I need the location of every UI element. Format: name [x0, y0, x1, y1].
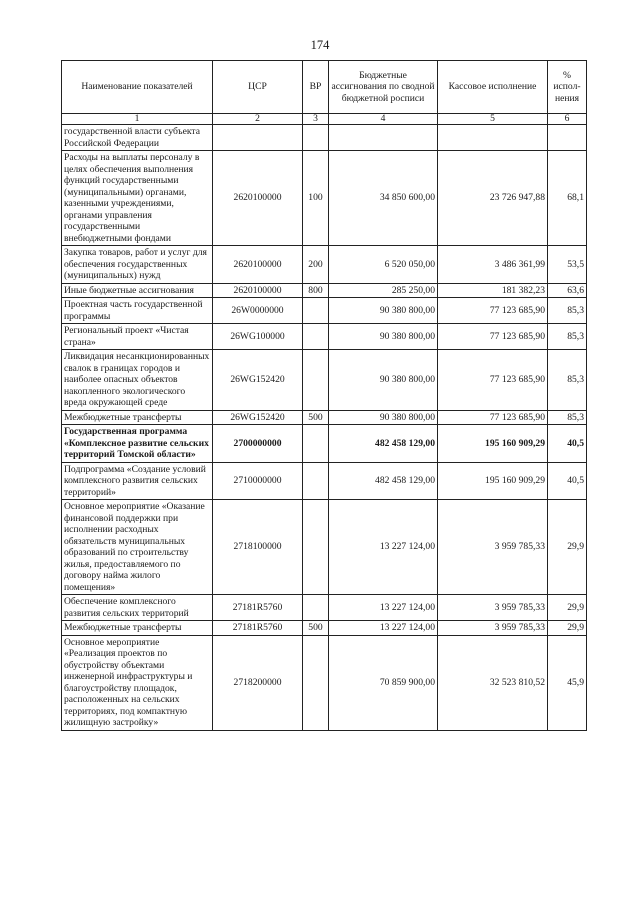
row-vr-cell [303, 500, 329, 595]
row-budget-cell: 13 227 124,00 [329, 621, 438, 636]
row-cash-cell: 77 123 685,90 [438, 324, 548, 350]
row-name-cell: Государственная программа «Комплексное развитие сельских территорий Томской области» [62, 425, 213, 463]
row-cash-cell: 3 959 785,33 [438, 595, 548, 621]
row-percent-cell: 29,9 [548, 595, 587, 621]
row-budget-cell: 34 850 600,00 [329, 151, 438, 246]
row-budget-cell [329, 125, 438, 151]
row-cash-cell: 3 959 785,33 [438, 500, 548, 595]
row-percent-cell: 40,5 [548, 425, 587, 463]
row-csr-cell: 2620100000 [213, 151, 303, 246]
row-budget-cell: 285 250,00 [329, 283, 438, 298]
header-cash: Кассовое исполнение [438, 61, 548, 114]
row-budget-cell: 70 859 900,00 [329, 635, 438, 730]
row-percent-cell: 68,1 [548, 151, 587, 246]
column-number: 5 [438, 114, 548, 125]
row-name-cell: Закупка товаров, работ и услуг для обеспечения государственных (муниципальных) нужд [62, 246, 213, 284]
row-cash-cell: 77 123 685,90 [438, 350, 548, 411]
row-vr-cell: 500 [303, 410, 329, 425]
row-cash-cell: 3 486 361,99 [438, 246, 548, 284]
row-name-cell: Межбюджетные трансферты [62, 410, 213, 425]
column-number: 1 [62, 114, 213, 125]
table-row [62, 298, 587, 324]
row-percent-cell: 53,5 [548, 246, 587, 284]
row-cash-cell: 32 523 810,52 [438, 635, 548, 730]
row-cash-cell [438, 125, 548, 151]
row-percent-cell: 85,3 [548, 410, 587, 425]
row-csr-cell: 2620100000 [213, 283, 303, 298]
row-budget-cell: 13 227 124,00 [329, 500, 438, 595]
column-number: 4 [329, 114, 438, 125]
table-row [62, 324, 587, 350]
header-budget: Бюджетные ассигнования по сводной бюджетной росписи [329, 61, 438, 114]
row-percent-cell: 63,6 [548, 283, 587, 298]
row-vr-cell [303, 324, 329, 350]
row-name-cell: государственной власти субъекта Российской Федерации [62, 125, 213, 151]
row-budget-cell: 90 380 800,00 [329, 410, 438, 425]
table-row [62, 500, 587, 595]
header-percent: % испол-нения [548, 61, 587, 114]
table-row [62, 246, 587, 284]
page-number: 174 [310, 38, 330, 52]
row-budget-cell: 482 458 129,00 [329, 425, 438, 463]
row-cash-cell: 195 160 909,29 [438, 425, 548, 463]
row-percent-cell: 40,5 [548, 462, 587, 500]
table-row [62, 410, 587, 425]
row-name-cell: Обеспечение комплексного развития сельских территорий [62, 595, 213, 621]
row-name-cell: Ликвидация несанкционированных свалок в границах городов и наиболее опасных объектов накопленного экологического вреда окружающей среде [62, 350, 213, 411]
row-budget-cell: 482 458 129,00 [329, 462, 438, 500]
row-csr-cell: 2718100000 [213, 500, 303, 595]
row-vr-cell: 200 [303, 246, 329, 284]
table-row [62, 595, 587, 621]
row-vr-cell [303, 635, 329, 730]
row-csr-cell: 2620100000 [213, 246, 303, 284]
table-header-row [62, 61, 587, 114]
row-vr-cell [303, 298, 329, 324]
header-name: Наименование показателей [62, 61, 213, 114]
row-csr-cell: 26WG152420 [213, 410, 303, 425]
row-percent-cell [548, 125, 587, 151]
row-budget-cell: 90 380 800,00 [329, 324, 438, 350]
table-row [62, 462, 587, 500]
row-budget-cell: 13 227 124,00 [329, 595, 438, 621]
table-row [62, 425, 587, 463]
row-csr-cell: 2700000000 [213, 425, 303, 463]
row-percent-cell: 85,3 [548, 298, 587, 324]
row-percent-cell: 29,9 [548, 500, 587, 595]
row-cash-cell: 77 123 685,90 [438, 410, 548, 425]
column-number: 2 [213, 114, 303, 125]
header-csr: ЦСР [213, 61, 303, 114]
row-cash-cell: 181 382,23 [438, 283, 548, 298]
row-csr-cell: 27181R5760 [213, 621, 303, 636]
column-number: 6 [548, 114, 587, 125]
row-budget-cell: 6 520 050,00 [329, 246, 438, 284]
column-number-row [62, 114, 587, 125]
row-cash-cell: 23 726 947,88 [438, 151, 548, 246]
row-cash-cell: 3 959 785,33 [438, 621, 548, 636]
row-name-cell: Подпрограмма «Создание условий комплексного развития сельских территорий» [62, 462, 213, 500]
row-name-cell: Проектная часть государственной программы [62, 298, 213, 324]
table-body [62, 125, 587, 731]
table-row [62, 125, 587, 151]
row-csr-cell [213, 125, 303, 151]
header-vr: ВР [303, 61, 329, 114]
row-csr-cell: 26W0000000 [213, 298, 303, 324]
row-budget-cell: 90 380 800,00 [329, 298, 438, 324]
row-name-cell: Региональный проект «Чистая страна» [62, 324, 213, 350]
row-vr-cell [303, 595, 329, 621]
row-percent-cell: 85,3 [548, 324, 587, 350]
row-vr-cell: 100 [303, 151, 329, 246]
row-csr-cell: 2710000000 [213, 462, 303, 500]
row-vr-cell [303, 350, 329, 411]
row-vr-cell [303, 462, 329, 500]
row-vr-cell [303, 425, 329, 463]
row-csr-cell: 26WG100000 [213, 324, 303, 350]
row-percent-cell: 85,3 [548, 350, 587, 411]
row-vr-cell [303, 125, 329, 151]
table-row [62, 635, 587, 730]
table-row [62, 621, 587, 636]
table-row [62, 283, 587, 298]
row-vr-cell: 800 [303, 283, 329, 298]
row-csr-cell: 26WG152420 [213, 350, 303, 411]
row-name-cell: Межбюджетные трансферты [62, 621, 213, 636]
row-name-cell: Основное мероприятие «Реализация проектов по обустройству объектами инженерной инфраструктуры и благоустройству площадок, расположенных на сельских территориях, под компактную жилищную застройку» [62, 635, 213, 730]
row-cash-cell: 77 123 685,90 [438, 298, 548, 324]
row-name-cell: Основное мероприятие «Оказание финансовой поддержки при исполнении расходных обязательств муниципальных образований по строительству жилья, предоставляемого по договору найма жилого помещения» [62, 500, 213, 595]
row-vr-cell: 500 [303, 621, 329, 636]
table-row [62, 151, 587, 246]
row-csr-cell: 27181R5760 [213, 595, 303, 621]
budget-execution-table [61, 60, 587, 731]
row-csr-cell: 2718200000 [213, 635, 303, 730]
table-row [62, 350, 587, 411]
row-budget-cell: 90 380 800,00 [329, 350, 438, 411]
row-name-cell: Иные бюджетные ассигнования [62, 283, 213, 298]
row-name-cell: Расходы на выплаты персоналу в целях обеспечения выполнения функций государственными (муниципальными) органами, казенными учреждениями, органами управления государственными внебюджетными фондами [62, 151, 213, 246]
row-percent-cell: 29,9 [548, 621, 587, 636]
row-percent-cell: 45,9 [548, 635, 587, 730]
column-number: 3 [303, 114, 329, 125]
row-cash-cell: 195 160 909,29 [438, 462, 548, 500]
